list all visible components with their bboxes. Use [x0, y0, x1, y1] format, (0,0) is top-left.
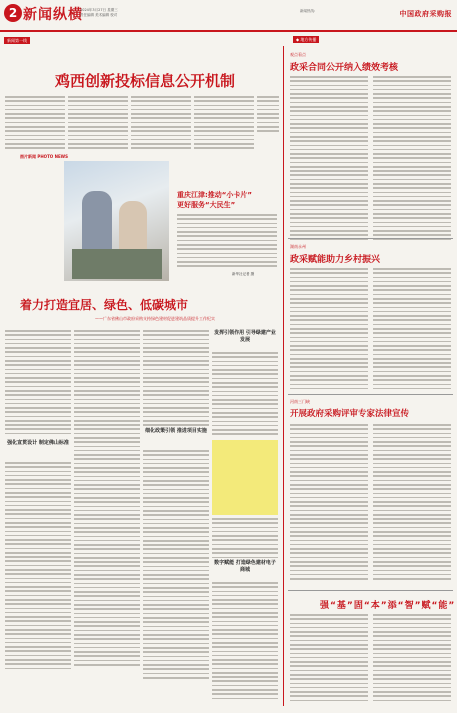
right-head3-tag: 河南三门峡	[290, 399, 310, 404]
top-article-col4	[194, 96, 254, 152]
right-head1-tag: 观点看点	[290, 52, 306, 57]
main-subhead-4: 数字赋能 打造绿色建材电子商城	[214, 560, 276, 573]
right-article4-col2	[373, 614, 451, 704]
right-article1-col1	[290, 76, 368, 243]
photo-headline: 重庆江津:推动“小卡片” 更好服务“大民生”	[177, 191, 253, 209]
issue-date: 2024年3月27日 星期三	[80, 8, 118, 12]
right-article2-col1	[290, 268, 368, 392]
photo-credit: 新华社记者 摄	[232, 272, 255, 276]
column-divider	[283, 46, 284, 706]
right-bottom-head: 强“基”固“本”添“智”赋“能”	[320, 601, 456, 611]
main-article-col4c	[212, 582, 278, 702]
section-title: 新闻纵横	[23, 7, 83, 23]
main-article-subtitle: ——广东省佛山市政府采购支持绿色建材促进建筑品质提升工作纪实	[95, 316, 215, 321]
header-rule	[0, 30, 457, 32]
photo-news-label: 图片新闻 PHOTO NEWS	[20, 154, 68, 159]
top-article-title: 鸡西创新投标信息公开机制	[54, 72, 235, 90]
right-article2-col2	[373, 268, 451, 392]
right-article3-col2	[373, 424, 451, 582]
right-section-tag: ◆ 地方传播	[293, 36, 319, 43]
main-article-col1b	[5, 462, 71, 672]
main-article-col4	[212, 352, 278, 438]
main-article-col3	[143, 330, 209, 428]
top-article-col2	[68, 96, 128, 152]
right-article1-col2	[373, 76, 451, 243]
right-divider-2	[288, 394, 453, 395]
main-article-col2	[74, 330, 140, 668]
top-article-col5	[257, 96, 279, 135]
right-head3: 开展政府采购评审专家法律宣传	[290, 409, 410, 419]
top-article-tag: 新闻第一线	[4, 37, 30, 44]
news-hotline: 新闻热线:	[300, 9, 316, 13]
main-subhead-1: 强化宣贯设计 制定佛山标准	[7, 440, 69, 446]
right-head1: 政采合同公开纳入绩效考核	[290, 63, 399, 73]
right-head2-tag: 湖南永州	[290, 244, 306, 249]
news-photo	[64, 161, 169, 281]
page-number-badge: 2	[4, 4, 22, 22]
main-article-title: 着力打造宜居、绿色、低碳城市	[20, 298, 189, 312]
right-article3-col1	[290, 424, 368, 582]
top-article-col3	[131, 96, 191, 152]
newspaper-logo: 中国政府采购报	[399, 10, 452, 18]
right-head2: 政采赋能助力乡村振兴	[290, 255, 381, 265]
right-divider-1	[288, 238, 453, 239]
page-header	[0, 0, 457, 34]
main-article-col3b	[143, 450, 209, 681]
main-article-col4b	[212, 518, 278, 561]
main-subhead-2: 细化政策引领 推进项目实施	[145, 428, 207, 434]
main-subhead-3: 发挥引领作用 引导绿建产业发展	[214, 330, 276, 343]
top-article-col1	[5, 96, 65, 152]
main-article-col1	[5, 330, 71, 437]
editor-line: 责任编辑 美术编辑 校对	[80, 13, 118, 17]
right-divider-3	[288, 590, 453, 591]
right-article4-col1	[290, 614, 368, 704]
photo-caption	[177, 214, 277, 270]
highlighted-passage	[212, 440, 278, 515]
